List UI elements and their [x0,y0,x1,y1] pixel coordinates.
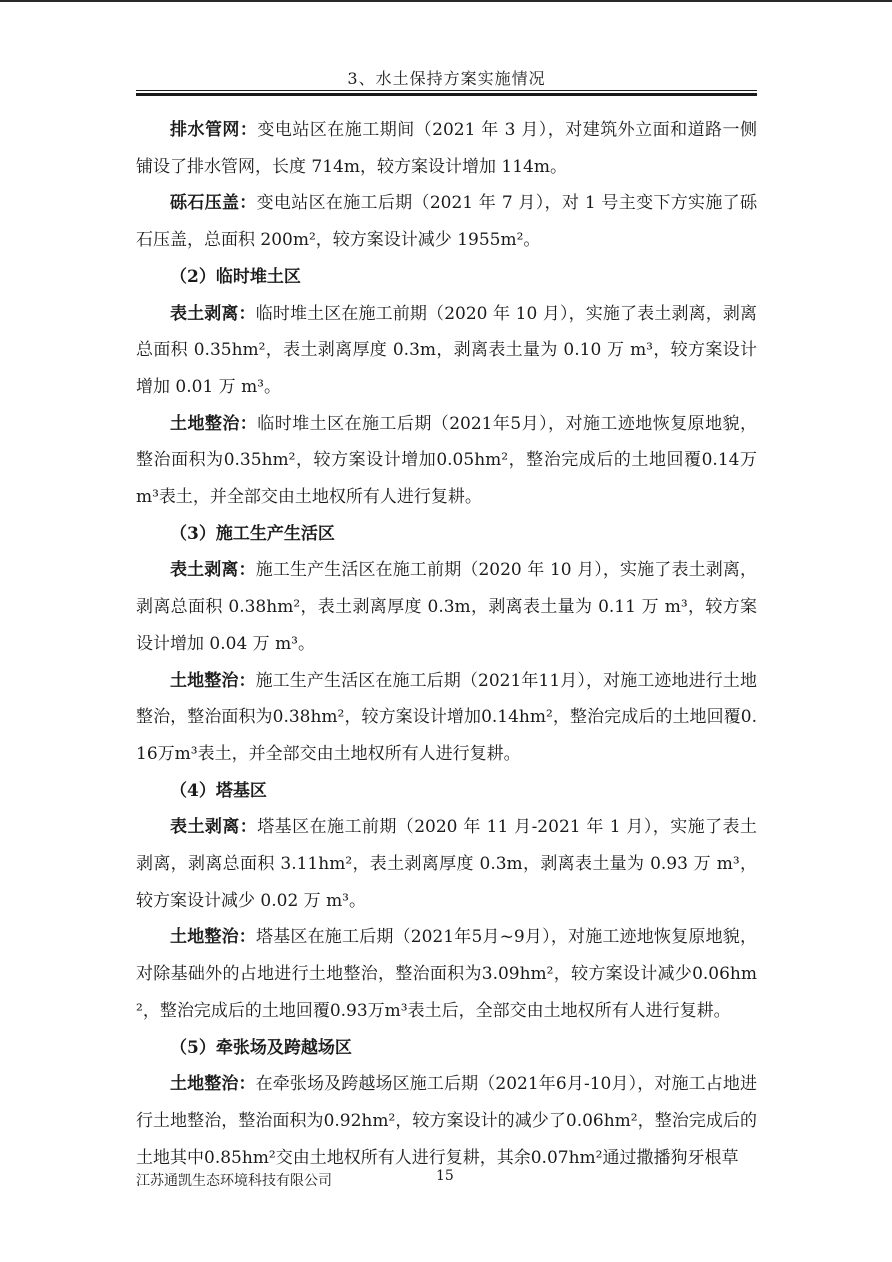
paragraph-text: 塔基区在施工前期（2020 年 11 月-2021 年 1 月），实施了表土剥离，剥离总面积 3.11hm²，表土剥离厚度 0.3m，剥离表土量为 0.93 万 m³，较方案设计减少 0.02 万 m³。 [136,817,757,911]
paragraph-text: 变电站区在施工后期（2021 年 7 月），对 1 号主变下方实施了砾石压盖，总面积 200m²，较方案设计减少 1955m²。 [136,193,757,251]
term-label: 土地整治： [170,670,256,691]
header-rule-thick [136,93,757,96]
paragraph-text: 塔基区在施工后期（2021年5月~9月），对施工迹地恢复原地貌，对除基础外的占地进行土地整治，整治面积为3.09hm²，较方案设计减少0.06hm²，整治完成后的土地回覆0.93万m³表土后，全部交由土地权所有人进行复耕。 [136,927,758,1021]
paragraph-gravel-cover [136,185,757,258]
paragraph-land-remediation [136,406,757,516]
paragraph-topsoil-stripping [136,809,757,919]
paragraph-land-remediation [136,919,757,1029]
top-border [0,0,892,2]
body-content [136,112,757,1176]
term-label: 表土剥离： [170,817,258,838]
section-heading-tower-base-area: （4）塔基区 [170,780,267,801]
term-label: 排水管网： [170,120,258,140]
paragraph-land-remediation [136,1066,757,1176]
section-heading-tension-crossing-area: （5）牵张场及跨越场区 [170,1037,352,1058]
page-number: 15 [436,1168,454,1184]
footer-company-name: 江苏通凯生态环境科技有限公司 [136,1173,332,1189]
term-label: 表土剥离： [170,303,256,324]
term-label: 砾石压盖： [170,193,257,214]
paragraph-text: 施工生产生活区在施工后期（2021年11月），对施工迹地进行土地整治，整治面积为0.38hm²，较方案设计增加0.14hm²，整治完成后的土地回覆0.16万m³表土，并全部交由土地权所有人进行复耕。 [136,670,757,764]
paragraph-text: 临时堆土区在施工后期（2021年5月），对施工迹地恢复原地貌，整治面积为0.35hm²，较方案设计增加0.05hm²，整治完成后的土地回覆0.14万m³表土，并全部交由土地权所有人进行复耕。 [136,413,757,508]
term-label: 土地整治： [170,1074,256,1095]
term-label: 土地整治： [170,413,258,434]
header-rule-thin [136,90,757,91]
term-label: 土地整治： [170,927,256,948]
paragraph-topsoil-stripping [136,296,757,406]
section-heading-construction-living-area: （3）施工生产生活区 [170,523,335,544]
page-header-title: 3、水土保持方案实施情况 [347,69,546,88]
paragraph-text: 临时堆土区在施工前期（2020 年 10 月），实施了表土剥离，剥离总面积 0.35hm²，表土剥离厚度 0.3m，剥离表土量为 0.10 万 m³，较方案设计增加 0.01 万 m³。 [136,303,757,397]
paragraph-text: 变电站区在施工期间（2021 年 3 月），对建筑外立面和道路一侧铺设了排水管网，长度 714m，较方案设计增加 114m。 [136,120,758,177]
paragraph-topsoil-stripping [136,552,757,662]
paragraph-drainage [136,112,757,185]
term-label: 表土剥离： [170,560,256,581]
paragraph-land-remediation [136,663,757,773]
section-heading-temporary-soil-area: （2）临时堆土区 [170,266,301,287]
paragraph-text: 在牵张场及跨越场区施工后期（2021年6月-10月），对施工占地进行土地整治，整治面积为0.92hm²，较方案设计的减少了0.06hm²，整治完成后的土地其中0.85hm²交由土地权所有人进行复耕，其余0.07hm²通过撒播狗牙根草 [136,1074,757,1168]
paragraph-text: 施工生产生活区在施工前期（2020 年 10 月），实施了表土剥离，剥离总面积 0.38hm²，表土剥离厚度 0.3m，剥离表土量为 0.11 万 m³，较方案设计增加 0.04 万 m³。 [136,560,757,654]
